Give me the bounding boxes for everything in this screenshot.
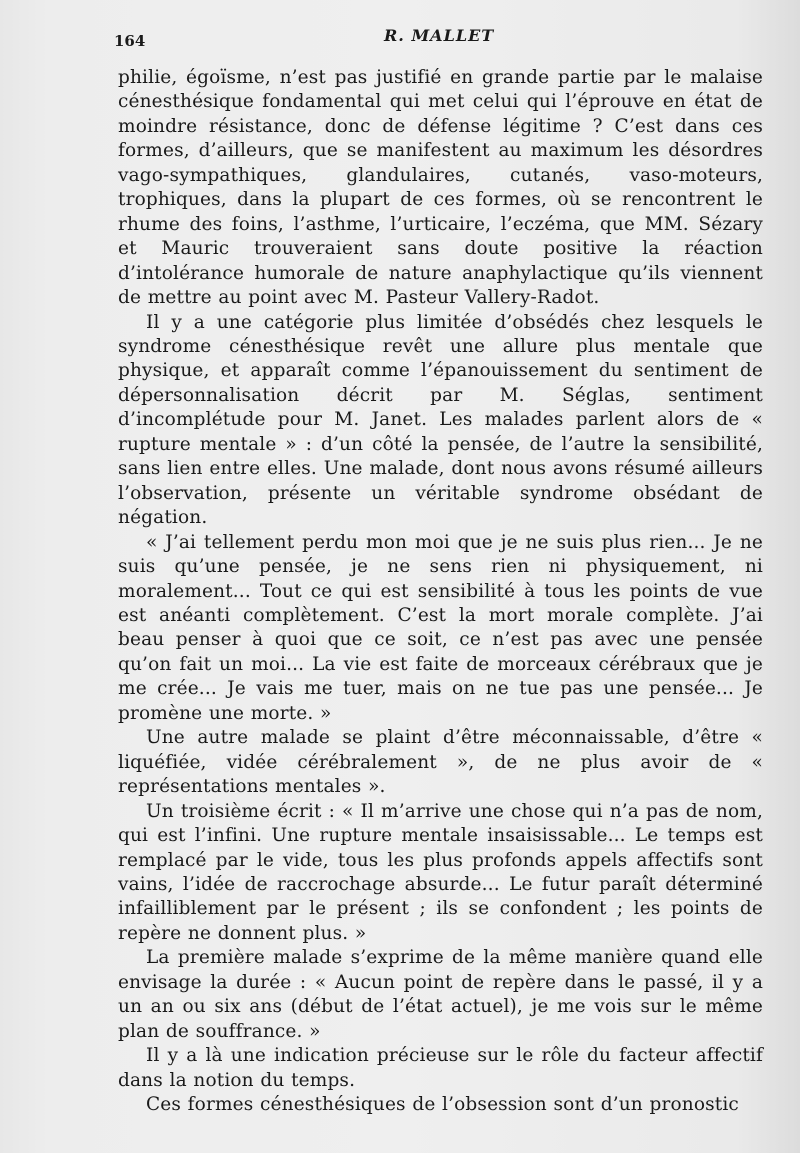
paragraph-2: Il y a une catégorie plus limitée d’obsédés chez lesquels le syndrome cénesthésique revêt une allure plus mentale que physique, et apparaît comme l’épanouissement du sentiment de dépersonnalisation décrit par M. Séglas, sentiment d’incomplétude pour M. Janet. Les malades parlent alors de « rupture mentale » : d’un côté la pensée, de l’autre la sensibilité, sans lien entre elles. Une malade, dont nous avons résumé ailleurs l’observation, présente un véritable syndrome obsédant de négation. <box>118 311 763 529</box>
running-head <box>114 26 764 50</box>
body-text <box>118 66 763 1117</box>
paragraph-7: Il y a là une indication précieuse sur le rôle du facteur affectif dans la notion du temps. <box>118 1045 763 1091</box>
page-number: 164 <box>114 32 146 50</box>
paragraph-6: La première malade s’exprime de la même manière quand elle envisage la durée : « Aucun point de repère dans le passé, il y a un an ou six ans (début de l’état actuel), je me vois sur le même plan de souffrance. » <box>118 947 763 1042</box>
running-title: R. MALLET <box>384 26 495 45</box>
paragraph-5-quote: Un troisième écrit : « Il m’arrive une chose qui n’a pas de nom, qui est l’infini. Une rupture mentale insaisissable... Le temps est remplacé par le vide, tous les plus profonds appels affectifs sont vains, l’idée de raccrochage absurde... Le futur paraît déterminé infailliblement par le présent ; ils se confondent ; les points de repère ne donnent plus. » <box>118 800 763 944</box>
paragraph-8: Ces formes cénesthésiques de l’obsession sont d’un pronostic <box>146 1094 739 1116</box>
paragraph-1: philie, égoïsme, n’est pas justifié en grande partie par le malaise cénesthésique fondamental qui met celui qui l’éprouve en état de moindre résistance, donc de défense légitime ? C’est dans ces formes, d’ailleurs, que se manifestent au maximum les désordres vago-sympathiques, glandulaires, cutanés, vaso-moteurs, trophiques, dans la plupart de ces formes, où se rencontrent le rhume des foins, l’asthme, l’urticaire, l’eczéma, que MM. Sézary et Mauric trouveraient sans doute positive la réaction d’intolérance humorale de nature anaphylactique qu’ils viennent de mettre au point avec M. Pasteur Vallery-Radot. <box>118 67 763 309</box>
paragraph-4: Une autre malade se plaint d’être méconnaissable, d’être « liquéfiée, vidée cérébralement », de ne plus avoir de « représentations mentales ». <box>118 727 763 798</box>
paragraph-3-quote: « J’ai tellement perdu mon moi que je ne suis plus rien... Je ne suis qu’une pensée, je ne sens rien ni physiquement, ni moralement... Tout ce qui est sensibilité à tous les points de vue est anéanti complètement. C’est la mort morale complète. J’ai beau penser à quoi que ce soit, ce n’est pas avec une pensée qu’on fait un moi... La vie est faite de morceaux cérébraux que je me crée... Je vais me tuer, mais on ne tue pas une pensée... Je promène une morte. » <box>118 531 763 724</box>
